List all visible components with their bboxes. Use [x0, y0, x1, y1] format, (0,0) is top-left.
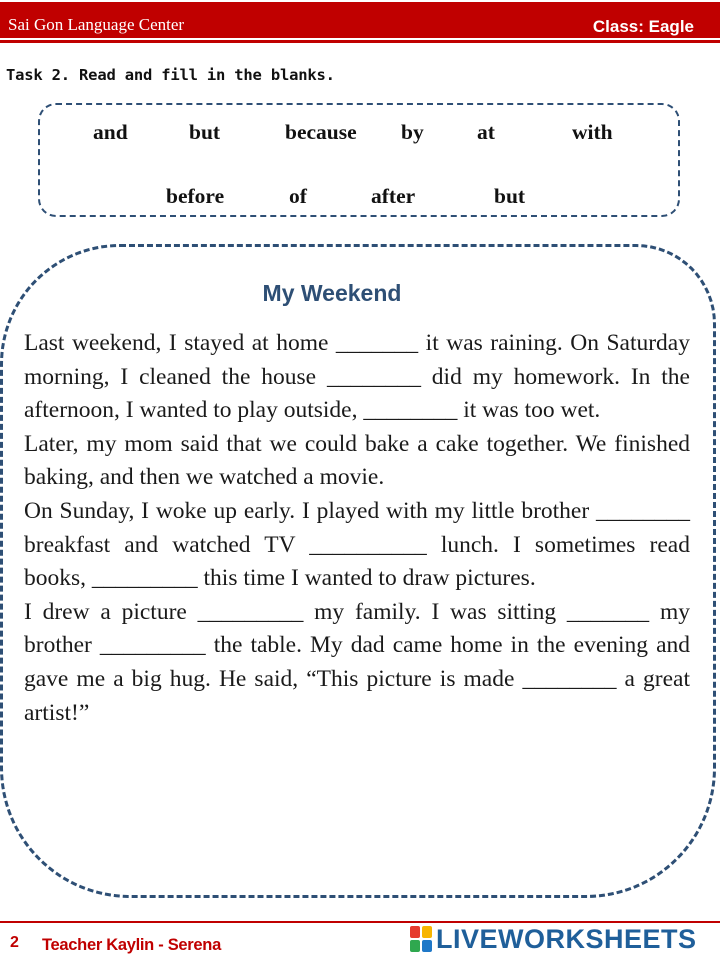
liveworksheets-logo[interactable] [410, 922, 697, 956]
story-paragraph: Later, my mom said that we could bake a cake together. We finished baking, and then we watched a movie. [24, 430, 690, 491]
story-paragraph: I drew a picture _________ my family. I was sitting _______ my brother _________ the table. My dad came home in the evening and gave me a big hug. He said, “This picture is made ________ a great artist!” [24, 598, 690, 726]
task-title: Task 2. Read and fill in the blanks. [6, 66, 335, 84]
word-bank-item: at [477, 120, 495, 144]
word-bank-item: but [494, 184, 526, 208]
story-paragraph: On Sunday, I woke up early. I played with my little brother ________ breakfast and watched TV __________ lunch. I sometimes read books, _________ this time I wanted to draw pictures. [24, 497, 690, 592]
story-title: My Weekend [262, 280, 402, 306]
header-bar [0, 2, 720, 38]
liveworksheets-logo-text: LIVEWORKSHEETS [436, 923, 697, 954]
word-bank-item: because [285, 120, 357, 144]
header-divider [0, 40, 720, 43]
class-label: Class: Eagle [592, 17, 694, 36]
center-name: Sai Gon Language Center [8, 15, 185, 34]
word-bank-item: and [93, 120, 128, 144]
word-bank-item: of [289, 184, 307, 208]
word-bank-item: but [189, 120, 221, 144]
page-number: 2 [10, 934, 19, 951]
story-body [24, 327, 690, 730]
word-bank-item: before [166, 184, 225, 208]
teacher-name: Teacher Kaylin - Serena [42, 936, 221, 954]
story-paragraph: Last weekend, I stayed at home _______ it was raining. On Saturday morning, I cleaned the house ________ did my homework. In the afternoon, I wanted to play outside, ________ it was too wet. [24, 330, 690, 424]
word-bank-item: by [401, 120, 424, 144]
word-bank-item: after [371, 184, 416, 208]
word-bank-item: with [572, 120, 613, 144]
liveworksheets-cube-icon [410, 926, 432, 952]
